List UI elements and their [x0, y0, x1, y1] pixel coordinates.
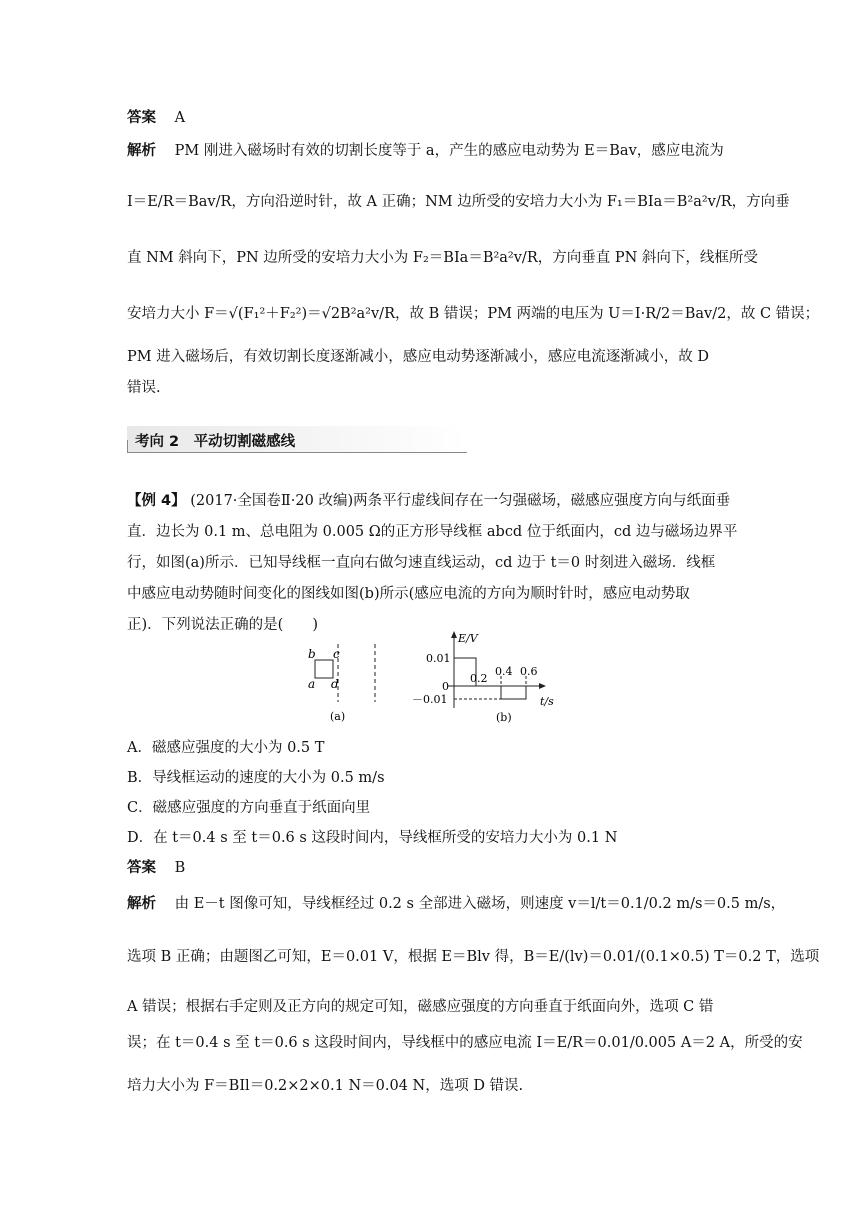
answer-value: B — [174, 860, 186, 876]
answer-label: 答案 — [127, 110, 156, 126]
figure-a — [300, 636, 390, 728]
option-c: C．磁感应强度的方向垂直于纸面向里 — [127, 800, 371, 816]
figure-b — [408, 628, 568, 728]
emf-curve — [454, 658, 526, 699]
example-line — [127, 489, 730, 510]
wire-frame — [315, 660, 333, 678]
analysis-text: A 错误；根据右手定则及正方向的规定可知，磁感应强度的方向垂直于纸面向外，选项 C 错 — [127, 999, 714, 1015]
example-text: 行，如图(a)所示．已知导线框一直向右做匀速直线运动，cd 边于 t＝0 时刻进入磁场．线框 — [127, 555, 716, 571]
analysis-label: 解析 — [127, 896, 156, 912]
analysis-text: I＝E/R＝Bav/R，方向沿逆时针，故 A 正确；NM 边所受的安培力大小为 F₁＝BIa＝B²a²v/R，方向垂 — [127, 194, 790, 210]
analysis-label: 解析 — [127, 143, 156, 159]
answer-line — [127, 106, 185, 127]
y-tick-pos: 0.01 — [426, 652, 451, 665]
y-axis-label: E/V — [458, 632, 478, 645]
x-tick-06: 0.6 — [520, 665, 538, 678]
label-d: d — [331, 677, 339, 691]
example-text: 直．边长为 0.1 m、总电阻为 0.005 Ω的正方形导线框 abcd 位于纸面内，cd 边与磁场边界平 — [127, 524, 738, 540]
example-text: 中感应电动势随时间变化的图线如图(b)所示(感应电流的方向为顺时针时，感应电动势取 — [127, 586, 690, 602]
section-title: 考向 2 平动切割磁感线 — [135, 434, 296, 450]
analysis-text: 由 E－t 图像可知，导线框经过 0.2 s 全部进入磁场，则速度 v＝l/t＝0.1/0.2 m/s＝0.5 m/s， — [174, 896, 786, 912]
example-label: 【例 4】 — [127, 493, 186, 509]
y-tick-neg: －0.01 — [412, 693, 448, 706]
x-axis-arrow — [539, 683, 546, 689]
y-tick-zero: 0 — [442, 680, 449, 693]
answer-value: A — [174, 110, 186, 126]
analysis-text: PM 进入磁场后，有效切割长度逐渐减小，感应电动势逐渐减小，感应电流逐渐减小，故 D — [127, 349, 709, 365]
label-c: c — [333, 647, 340, 661]
answer-label: 答案 — [127, 860, 156, 876]
x-axis-label: t/s — [540, 695, 554, 708]
section-header — [127, 426, 467, 453]
option-d: D．在 t＝0.4 s 至 t＝0.6 s 这段时间内，导线框所受的安培力大小为 0.1 N — [127, 830, 618, 846]
section-marker — [127, 440, 128, 452]
x-tick-04: 0.4 — [495, 665, 513, 678]
analysis-line — [127, 139, 724, 160]
analysis-text: 选项 B 正确；由题图乙可知，E＝0.01 V，根据 E＝Blv 得，B＝E/(lv)＝0.01/(0.1×0.5) T＝0.2 T，选项 — [127, 949, 820, 965]
analysis-text: 误；在 t＝0.4 s 至 t＝0.6 s 这段时间内，导线框中的感应电流 I＝E/R＝0.01/0.005 A＝2 A，所受的安 — [127, 1035, 803, 1051]
analysis-text: 安培力大小 F＝√(F₁²＋F₂²)＝√2B²a²v/R，故 B 错误；PM 两端的电压为 U＝I·R/2＝Bav/2，故 C 错误； — [127, 306, 820, 322]
label-a: a — [308, 677, 316, 691]
analysis-text: 错误. — [127, 380, 161, 396]
example-text: (2017·全国卷Ⅱ·20 改编)两条平行虚线间存在一匀强磁场，磁感应强度方向与纸面垂 — [190, 493, 731, 509]
caption-a: (a) — [330, 710, 346, 723]
analysis-text: 直 NM 斜向下，PN 边所受的安培力大小为 F₂＝BIa＝B²a²v/R，方向垂直 PN 斜向下，线框所受 — [127, 250, 758, 266]
option-b: B．导线框运动的速度的大小为 0.5 m/s — [127, 770, 385, 786]
analysis-text: 培力大小为 F＝BIl＝0.2×2×0.1 N＝0.04 N，选项 D 错误. — [127, 1078, 524, 1094]
analysis-text: PM 刚进入磁场时有效的切割长度等于 a，产生的感应电动势为 E＝Bav，感应电流为 — [174, 143, 724, 159]
x-tick-02: 0.2 — [470, 672, 488, 685]
analysis-line — [127, 892, 785, 913]
y-axis-arrow — [451, 631, 457, 638]
example-text: 正)．下列说法正确的是( ) — [127, 617, 318, 633]
label-b: b — [308, 647, 316, 661]
caption-b: (b) — [496, 711, 512, 724]
option-a: A．磁感应强度的大小为 0.5 T — [127, 740, 325, 756]
answer-line — [127, 856, 185, 877]
